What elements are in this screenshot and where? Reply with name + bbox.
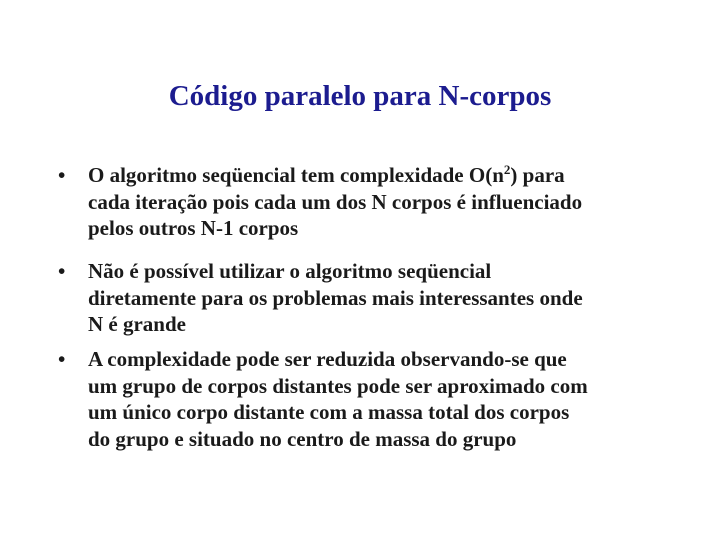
bullet-line: um único corpo distante com a massa total dos corpos <box>88 400 570 424</box>
bullet-line: N é grande <box>88 312 186 336</box>
bullet-line: diretamente para os problemas mais interessantes onde <box>88 285 583 310</box>
text-segment: ) para <box>510 163 565 187</box>
bullet-line: A complexidade pode ser reduzida observando-se que <box>88 347 567 371</box>
bullet-line <box>88 162 708 189</box>
bullet-line: pelos outros N-1 corpos <box>88 216 299 240</box>
bullet-line: do grupo e situado no centro de massa do grupo <box>88 426 517 451</box>
bullet-item <box>58 346 708 452</box>
bullet-symbol: • <box>58 259 66 283</box>
bullet-text <box>88 346 708 452</box>
bullet-line: Não é possível utilizar o algoritmo seqüencial <box>88 259 492 283</box>
text-segment: O algoritmo seqüencial tem complexidade O(n <box>88 163 504 187</box>
bullet-symbol: • <box>58 163 66 187</box>
superscript-exponent: 2 <box>503 162 511 177</box>
bullet-text <box>88 258 708 338</box>
bullet-item <box>58 162 708 242</box>
bullet-text <box>88 162 708 242</box>
bullet-symbol: • <box>58 347 66 371</box>
bullet-line: um grupo de corpos distantes pode ser aproximado com <box>88 373 588 398</box>
slide-title: Código paralelo para N-corpos <box>168 80 552 112</box>
bullet-item <box>58 258 708 338</box>
bullet-line: cada iteração pois cada um dos N corpos é influenciado <box>88 189 583 214</box>
